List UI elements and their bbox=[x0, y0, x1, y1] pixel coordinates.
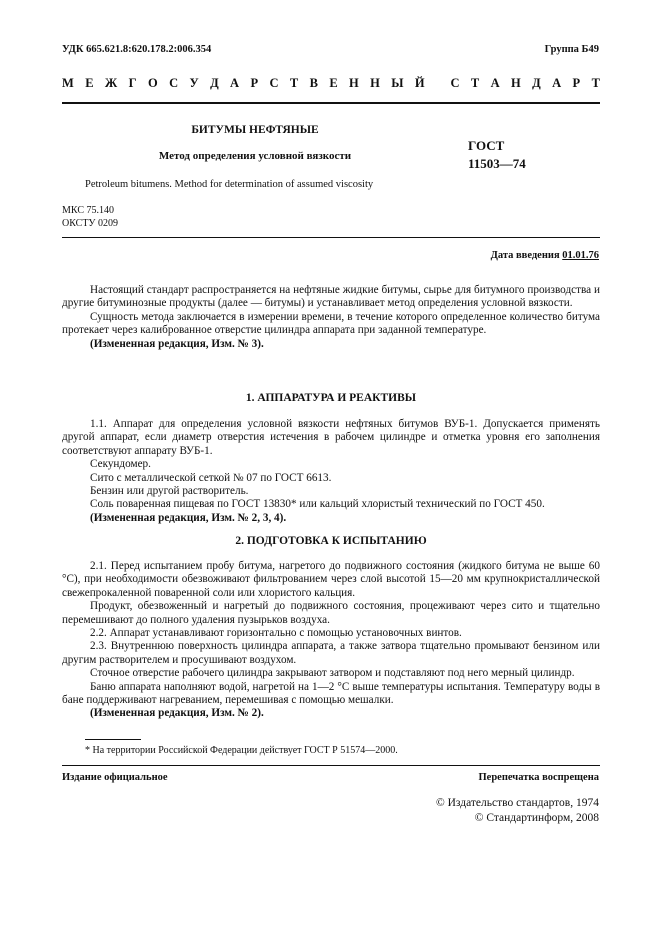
heading-letter: Т bbox=[289, 76, 299, 90]
group-code: Группа Б49 bbox=[544, 44, 599, 55]
top-divider bbox=[62, 102, 600, 104]
heading-letter: Ы bbox=[391, 76, 404, 90]
section-2-paragraph-4: 2.3. Внутреннюю поверхность цилиндра аппарата, а также затвора тщательно промывают бензином или другим растворителем и просушивают воздухом. bbox=[62, 640, 600, 666]
section-2-paragraph-5: Сточное отверстие рабочего цилиндра закрывают затвором и подставляют под него мерный цилиндр. bbox=[90, 667, 575, 680]
section-1-title: 1. АППАРАТУРА И РЕАКТИВЫ bbox=[245, 392, 417, 404]
section-1-paragraph-3: Сито с металлической сеткой № 07 по ГОСТ 6613. bbox=[90, 471, 332, 484]
reprint-prohibited-label: Перепечатка воспрещена bbox=[478, 772, 599, 783]
heading-letter: А bbox=[230, 76, 240, 90]
heading-letter: Н bbox=[349, 76, 359, 90]
section-2-paragraph-1: 2.1. Перед испытанием пробу битума, нагретого до подвижного состояния (жидкого битума не выше 60 °С), при необходимости обезвоживают фильтрованием через слой высотой 15—20 мм крупнокристаллической свежепрокаленной поваренной соли или хлористого кальция. bbox=[62, 560, 600, 599]
intro-amendment: (Измененная редакция, Изм. № 3). bbox=[90, 337, 264, 350]
heading-letter: С bbox=[450, 76, 460, 90]
section-2-title: 2. ПОДГОТОВКА К ИСПЫТАНИЮ bbox=[235, 535, 427, 547]
gost-designation bbox=[468, 137, 526, 173]
heading-letter: Т bbox=[470, 76, 480, 90]
section-1-amendment: (Измененная редакция, Изм. № 2, 3, 4). bbox=[90, 511, 287, 524]
footnote: * На территории Российской Федерации действует ГОСТ Р 51574—2000. bbox=[85, 745, 398, 756]
section-1-paragraph-4: Бензин или другой растворитель. bbox=[90, 485, 249, 498]
document-title: БИТУМЫ НЕФТЯНЫЕ bbox=[191, 124, 319, 136]
middle-divider bbox=[62, 237, 600, 238]
section-1-paragraph-1: 1.1. Аппарат для определения условной вязкости нефтяных битумов ВУБ-1. Допускается применять другой аппарат, если диаметр отверстия истечения в рабочем цилиндре и отметка уровня его заполнения соответствуют аппарату ВУБ-1. bbox=[62, 418, 600, 457]
heading-letter: Ж bbox=[104, 76, 118, 90]
heading-letter: Е bbox=[329, 76, 338, 90]
heading-letter: С bbox=[269, 76, 279, 90]
official-edition-label: Издание официальное bbox=[62, 772, 168, 783]
heading-letter: Г bbox=[128, 76, 137, 90]
section-2-paragraph-6: Баню аппарата наполняют водой, нагретой на 1—2 °С выше температуры испытания. Температуру воды в бане поддерживают нагреванием, перемешивая с помощью мешалки. bbox=[62, 680, 600, 707]
standard-type-heading bbox=[62, 76, 600, 91]
copyright-block bbox=[436, 796, 599, 826]
section-2-body bbox=[62, 560, 600, 721]
section-1-paragraph-2: Секундомер. bbox=[90, 458, 151, 471]
section-1-body bbox=[62, 418, 600, 525]
heading-letter: В bbox=[309, 76, 318, 90]
heading-letter: А bbox=[490, 76, 500, 90]
udk-code: УДК 665.621.8:620.178.2:006.354 bbox=[62, 44, 212, 55]
heading-letter: Р bbox=[572, 76, 581, 90]
section-1-paragraph-5: Соль поваренная пищевая по ГОСТ 13830* или кальций хлористый технический по ГОСТ 450. bbox=[90, 498, 545, 511]
heading-letter: М bbox=[62, 76, 74, 90]
english-title: Petroleum bitumens. Method for determination of assumed viscosity bbox=[85, 179, 374, 190]
gost-number: 11503—74 bbox=[468, 156, 526, 171]
heading-gap bbox=[436, 76, 439, 91]
intro-paragraph-2: Сущность метода заключается в измерении времени, в течение которого определенное количество битума протекает через калиброванное отверстие цилиндра аппарата при заданной температуре. bbox=[62, 310, 600, 337]
heading-letter: Р bbox=[250, 76, 259, 90]
heading-letter: Й bbox=[414, 76, 425, 90]
heading-letter: Н bbox=[511, 76, 521, 90]
heading-letter: С bbox=[169, 76, 179, 90]
gost-label: ГОСТ bbox=[468, 138, 505, 153]
heading-letter: Т bbox=[591, 76, 600, 90]
intro-section bbox=[62, 284, 600, 351]
copyright-line-2: © Стандартинформ, 2008 bbox=[474, 812, 599, 824]
introduction-date-label: Дата введения bbox=[490, 250, 560, 261]
section-2-paragraph-3: 2.2. Аппарат устанавливают горизонтально с помощью установочных винтов. bbox=[90, 627, 462, 640]
heading-letter: А bbox=[552, 76, 562, 90]
heading-letter: Н bbox=[370, 76, 380, 90]
section-2-paragraph-2: Продукт, обезвоженный и нагретый до подвижного состояния, процеживают через сито и тщательно перемешивают до полного удаления пузырьков воздуха. bbox=[62, 600, 600, 626]
heading-letter: Д bbox=[210, 76, 219, 90]
heading-letter: Е bbox=[85, 76, 94, 90]
heading-letter: Д bbox=[532, 76, 541, 90]
document-subtitle: Метод определения условной вязкости bbox=[158, 150, 352, 162]
heading-letter: У bbox=[189, 76, 199, 90]
mks-code: МКС 75.140 bbox=[62, 205, 114, 216]
footnote-divider bbox=[85, 739, 141, 740]
classification-codes bbox=[62, 204, 118, 230]
copyright-line-1: © Издательство стандартов, 1974 bbox=[435, 797, 599, 809]
intro-paragraph-1: Настоящий стандарт распространяется на нефтяные жидкие битумы, сырье для битумного производства и другие битуминозные продукты (далее — битумы) и устанавливает метод определения условной вязкости. bbox=[62, 284, 600, 310]
section-2-amendment: (Измененная редакция, Изм. № 2). bbox=[90, 707, 264, 720]
okstu-code: ОКСТУ 0209 bbox=[62, 218, 119, 229]
introduction-date bbox=[491, 250, 599, 261]
bottom-divider bbox=[62, 765, 600, 766]
heading-letter: О bbox=[147, 76, 158, 90]
introduction-date-value: 01.01.76 bbox=[562, 250, 599, 261]
